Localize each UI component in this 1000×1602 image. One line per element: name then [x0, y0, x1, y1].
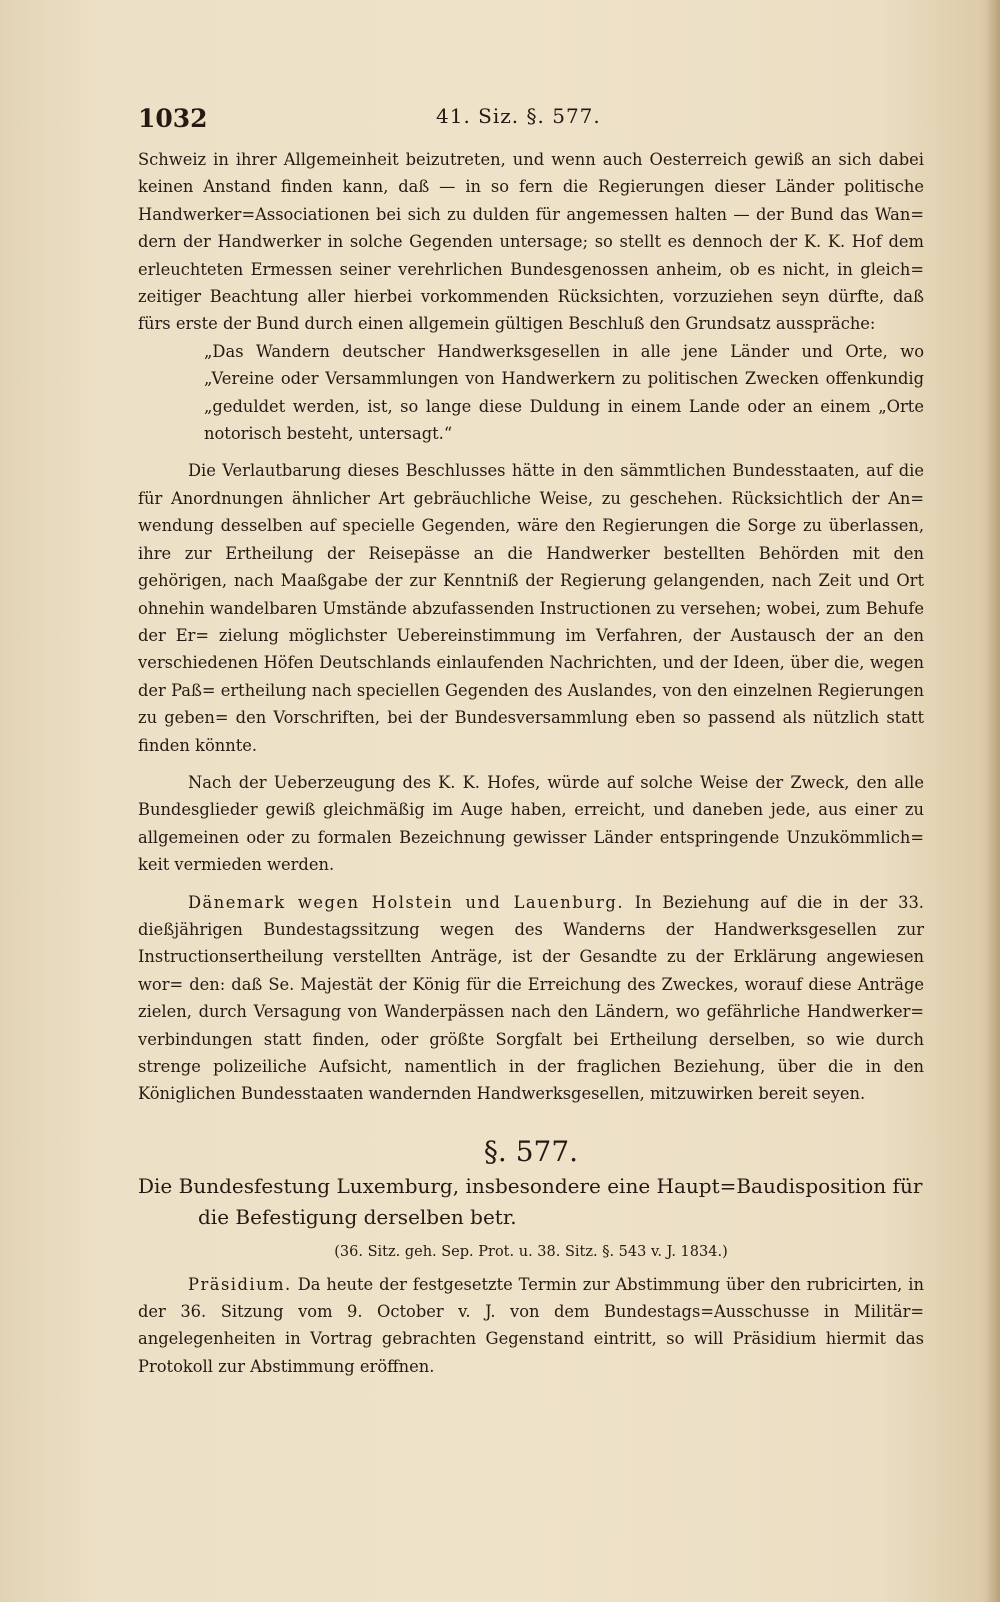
text-line: zu allgemeinen oder zu formalen Bezeichnung gewisser Länder entspringende Unzukömmlich=	[138, 800, 924, 847]
page-header	[138, 104, 908, 138]
section-number: §. 577.	[483, 1134, 579, 1168]
paragraph-denmark	[138, 889, 924, 1108]
page-edge-shadow	[986, 0, 1000, 1602]
text-line: „Das Wandern deutscher Handwerksgesellen in alle jene Länder und Orte, wo	[204, 341, 924, 361]
running-head: 41. Siz. §. 577.	[436, 104, 601, 128]
text-line: „Orte notorisch besteht, untersagt.“	[204, 396, 924, 444]
text-line: nach Maaßgabe der zur Kenntniß der Regierung gelangenden, nach Zeit und Ort ohnehin	[138, 571, 924, 618]
citation: (36. Sitz. geh. Sep. Prot. u. 38. Sitz. §. 543 v. J. 1834.)	[334, 1244, 728, 1261]
text-line: Höfen Deutschlands einlaufenden Nachrichten, und der Ideen, über die, wegen der Paß=	[138, 653, 924, 700]
text-line: in der 36. Sitzung vom 9. October v. J. von dem Bundestags=Ausschusse in Militär=	[138, 1274, 924, 1322]
text-line: zielung möglichster Uebereinstimmung im Verfahren, der Austausch der an den verschiedenen	[138, 625, 924, 673]
page-number: 1032	[138, 104, 208, 133]
text-line: wendung desselben auf specielle Gegenden, wäre den Regierungen die Sorge zu überlassen,	[138, 516, 924, 536]
text-line: Protokoll zur Abstimmung eröffnen.	[138, 1356, 435, 1376]
paragraph-conviction	[138, 769, 924, 879]
page-body	[138, 146, 924, 1380]
quoted-resolution	[204, 338, 924, 448]
text-line: „geduldet werden, ist, so lange diese Duldung in einem Lande oder an einem	[204, 396, 871, 416]
text-line: dern der Handwerker in solche Gegenden untersage; so stellt es dennoch der K. K. Hof	[138, 232, 882, 252]
speaker-name: Dänemark wegen Holstein und Lauenburg.	[188, 892, 625, 912]
text-line: ertheilung nach speciellen Gegenden des Auslandes, von den einzelnen Regierungen zu geben=	[138, 680, 924, 728]
paragraph-publication	[138, 457, 924, 758]
text-line: angelegenheiten in Vortrag gebrachten Gegenstand eintritt, so will Präsidium hiermit das	[138, 1329, 924, 1349]
text-line: könnte.	[195, 735, 258, 755]
text-line: ihre zur Ertheilung der Reisepässe an die Handwerker bestellten Behörden mit den gehörigen,	[138, 543, 924, 591]
text-line: den: daß Se. Majestät der König für die Erreichung des Zweckes, worauf diese Anträge	[189, 974, 924, 994]
text-line: alle Bundesglieder gewiß gleichmäßig im Auge haben, erreicht, und daneben jede, aus einer	[138, 772, 924, 820]
text-line: Schweiz in ihrer Allgemeinheit beizutreten, und wenn auch Oesterreich gewiß an sich dabei	[138, 150, 924, 169]
text-line: Instructionsertheilung verstellten Anträge, ist der Gesandte zu der Erklärung angewiesen wor=	[138, 947, 924, 994]
text-line: der 33. dießjährigen Bundestagssitzung wegen des Wanderns der Handwerksgesellen zur	[138, 892, 924, 939]
section-title-line: Befestigung derselben betr.	[235, 1205, 517, 1230]
text-line: verbindungen statt finden, oder größte Sorgfalt bei Ertheilung derselben, so wie durch strenge	[138, 1029, 924, 1076]
speaker-name: Präsidium.	[188, 1274, 292, 1294]
paragraph-presidium	[138, 1271, 924, 1381]
text-line: den Vorschriften, bei der Bundesversammlung eben so passend als nützlich statt finden	[138, 708, 925, 755]
text-line: Nach der Ueberzeugung des K. K. Hofes, würde auf solche Weise der Zweck, den	[188, 772, 888, 792]
text-line: Bundesstaaten wandernden Handwerksgesellen, mitzuwirken bereit seyen.	[240, 1084, 866, 1104]
section-title	[138, 1171, 924, 1233]
text-line: Da heute der festgesetzte Termin zur Abstimmung über den rubricirten,	[297, 1274, 903, 1294]
text-line: zeitiger Beachtung aller hierbei vorkommenden Rücksichten, vorzuziehen seyn dürfte, daß fürs	[138, 287, 924, 334]
text-line: wandelbaren Umstände abzufassenden Instructionen zu versehen; wobei, zum Behufe der Er=	[138, 598, 924, 645]
text-line: polizeiliche Aufsicht, namentlich in der fraglichen Beziehung, über die in den Königlichen	[138, 1057, 924, 1104]
text-line: keit vermieden werden.	[138, 855, 335, 875]
text-line: die für Anordnungen ähnlicher Art gebräuchliche Weise, zu geschehen. Rücksichtlich der An=	[138, 461, 924, 508]
text-line: „Vereine oder Versammlungen von Handwerkern zu politischen Zwecken offenkundig	[204, 369, 924, 389]
text-line: keinen Anstand finden kann, daß — in so fern die Regierungen dieser Länder politische	[138, 177, 924, 197]
text-line: In Beziehung auf die in	[634, 892, 849, 912]
text-line: Handwerker=Associationen bei sich zu dulden für angemessen halten — der Bund das Wan=	[138, 204, 924, 224]
paragraph-austria-proposal	[138, 146, 924, 338]
text-line: erste der Bund durch einen allgemein gültigen Beschluß den Grundsatz ausspräche:	[175, 314, 876, 334]
text-line: dem erleuchteten Ermessen seiner verehrlichen Bundesgenossen anheim, ob es nicht, in gleich=	[138, 232, 924, 279]
text-line: zielen, durch Versagung von Wanderpässen nach den Ländern, wo gefährliche Handwerker=	[138, 1002, 924, 1022]
text-line: Die Verlautbarung dieses Beschlusses hätte in den sämmtlichen Bundesstaaten, auf	[188, 461, 893, 481]
section-title-line: Die Bundesfestung Luxemburg, insbesondere eine Haupt=Baudisposition für die	[138, 1174, 923, 1230]
